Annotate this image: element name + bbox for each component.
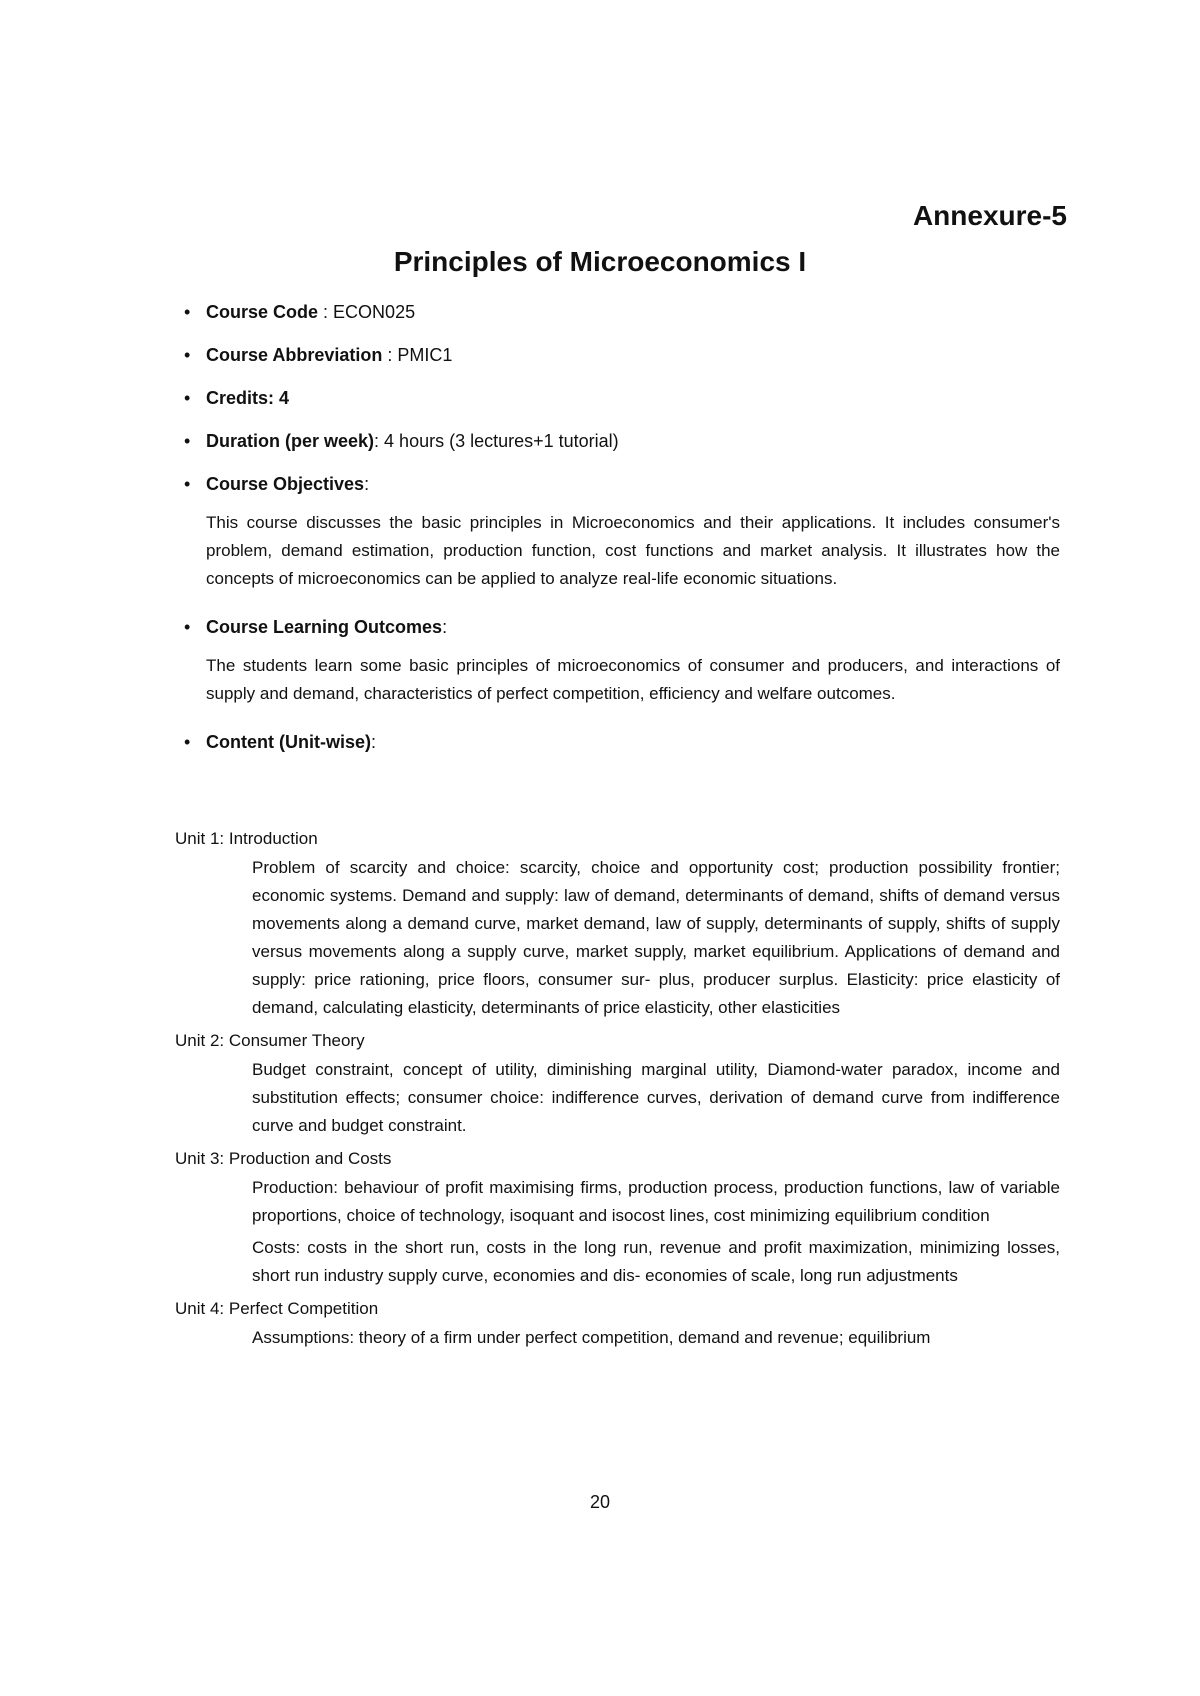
course-code-sep: : — [318, 302, 334, 322]
duration-value: 4 hours (3 lectures+1 tutorial) — [384, 431, 619, 451]
unit-3-heading: Unit 3: Production and Costs — [175, 1149, 392, 1168]
course-objectives-sep: : — [364, 474, 370, 494]
unit-3-body — [252, 1174, 1060, 1290]
unit-4-heading: Unit 4: Perfect Competition — [175, 1299, 379, 1318]
unit-1-text: Problem of scarcity and choice: scarcity, choice and opportunity cost; production possibility frontier; economic systems. Demand and supply: law of demand, determinants of demand, shifts of demand versus movements along a demand curve, market demand, law of supply, determinants of supply, shifts of supply versus movements along a supply curve, market supply, market equilibrium. Applications of demand and supply: price rationing, price floors, consumer sur- plus, producer surplus. Elasticity: price elasticity of demand, calculating elasticity, determinants of price elasticity, other elasticities — [252, 858, 1060, 1017]
course-abbreviation-label: Course Abbreviation — [206, 345, 383, 365]
course-objectives-label: Course Objectives — [206, 474, 365, 494]
course-abbreviation-value: PMIC1 — [397, 345, 453, 365]
unit-2-body — [252, 1056, 1060, 1140]
course-details — [180, 300, 1060, 773]
unit-1-body — [252, 854, 1060, 1022]
credits-item — [180, 386, 1060, 411]
course-code-value: ECON025 — [333, 302, 416, 322]
unit-2-heading: Unit 2: Consumer Theory — [175, 1031, 365, 1050]
content-sep: : — [370, 732, 376, 752]
course-code-item — [180, 300, 1060, 325]
unit-2-text: Budget constraint, concept of utility, diminishing marginal utility, Diamond-water paradox, income and substitution effects; consumer choice: indifference curves, derivation of demand curve from indifference curve and budget constraint. — [252, 1060, 1060, 1135]
credits-value: 4 — [279, 388, 290, 408]
unit-4-text: Assumptions: theory of a firm under perfect competition, demand and revenue; equilibrium — [252, 1328, 931, 1347]
page-number: 20 — [589, 1492, 611, 1512]
course-objectives-text: This course discusses the basic principles in Microeconomics and their applications. It includes consumer's problem, demand estimation, production function, cost functions and market analysis. It illustrates how the concepts of microeconomics can be applied to analyze real-life economic situations. — [206, 513, 1060, 588]
annexure-label: Annexure-5 — [912, 200, 1067, 231]
learning-outcomes-label: Course Learning Outcomes — [206, 617, 443, 637]
course-abbreviation-item — [180, 343, 1060, 368]
unit-3-production-text: Production: behaviour of profit maximising firms, production process, production functions, law of variable proportions, choice of technology, isoquant and isocost lines, cost minimizing equilibrium condition — [252, 1178, 1060, 1225]
unit-3-costs-text: Costs: costs in the short run, costs in the long run, revenue and profit maximization, minimizing losses, short run industry supply curve, economies and dis- economies of scale, long run adjustments — [252, 1238, 1060, 1285]
course-code-label: Course Code — [206, 302, 319, 322]
course-abbreviation-sep: : — [382, 345, 398, 365]
units-section — [175, 826, 1060, 1358]
content-item — [180, 730, 1060, 755]
duration-sep: : — [374, 431, 385, 451]
duration-label: Duration (per week) — [206, 431, 375, 451]
content-label: Content (Unit-wise) — [206, 732, 371, 752]
page-title: Principles of Microeconomics I — [393, 246, 807, 277]
course-objectives-item — [180, 472, 1060, 497]
learning-outcomes-item — [180, 615, 1060, 640]
credits-label: Credits: — [206, 388, 275, 408]
learning-outcomes-sep: : — [442, 617, 448, 637]
duration-item — [180, 429, 1060, 454]
unit-1-heading: Unit 1: Introduction — [175, 829, 318, 848]
learning-outcomes-text: The students learn some basic principles of microeconomics of consumer and producers, and interactions of supply and demand, characteristics of perfect competition, efficiency and welfare outcomes. — [206, 656, 1060, 703]
unit-4-body — [252, 1324, 1060, 1352]
